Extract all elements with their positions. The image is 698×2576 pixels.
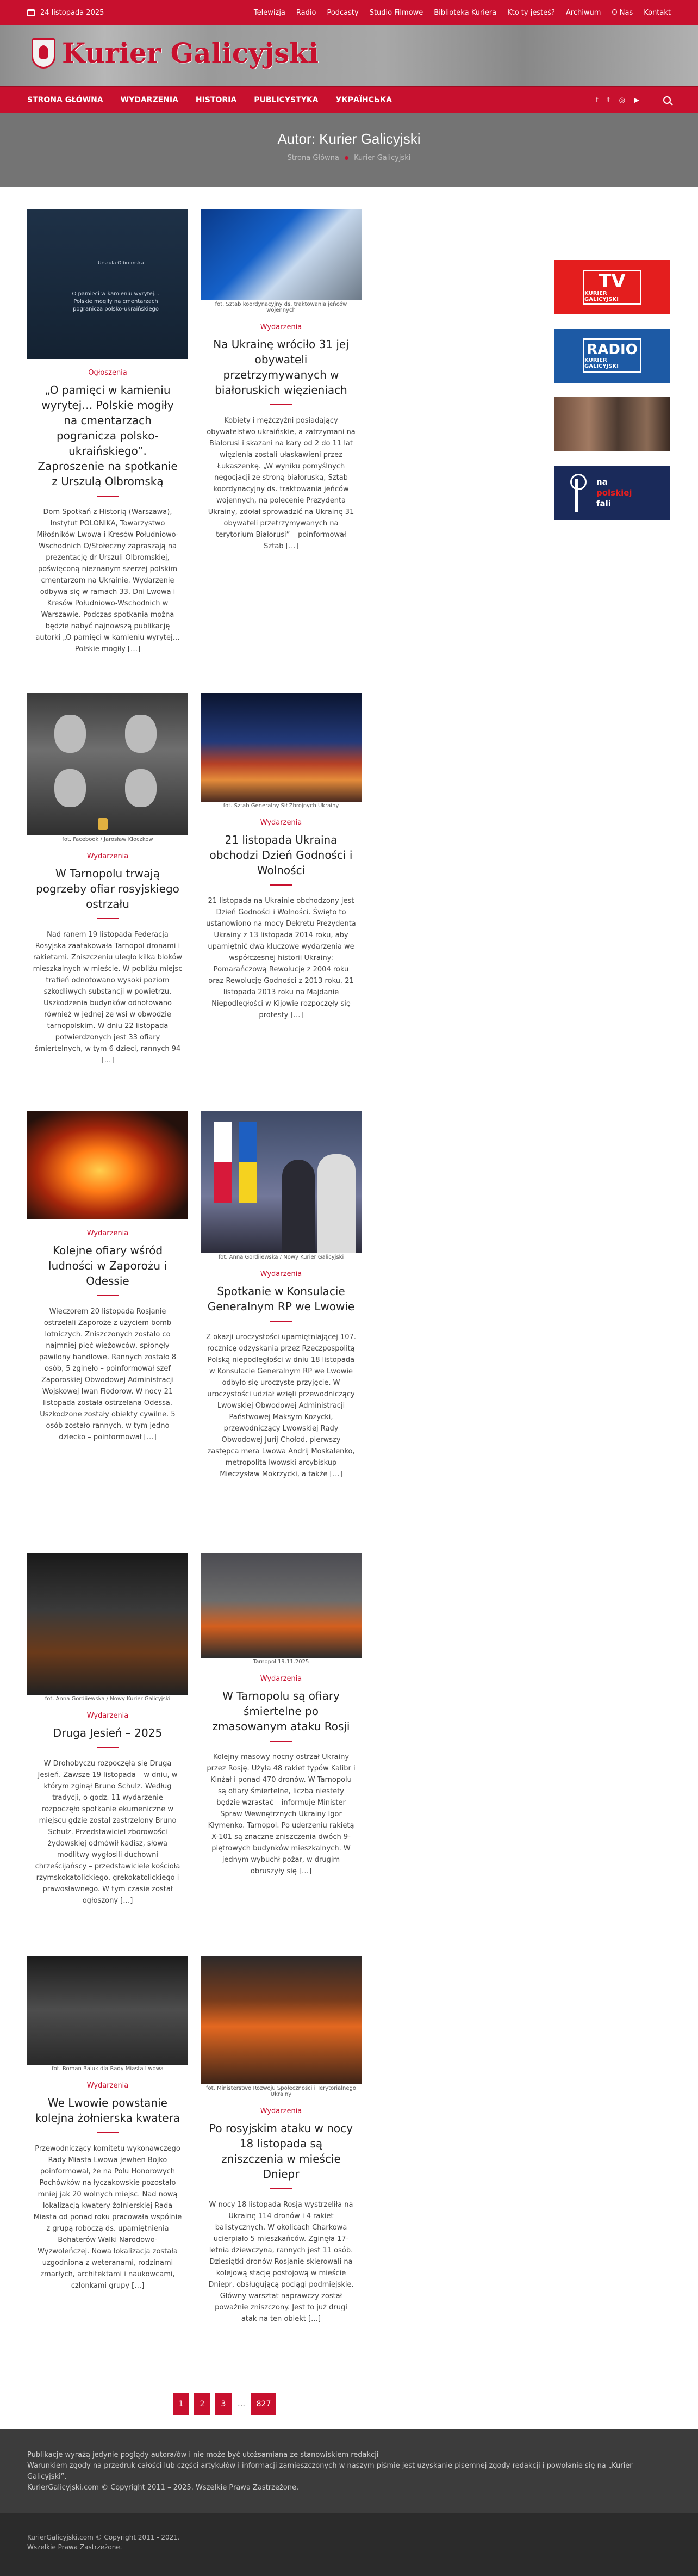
post-excerpt: Wieczorem 20 listopada Rosjanie ostrzelali Zaporoże z użyciem bomb lotniczych. Zniszczonych zostało co najmniej pięć wieżowców, spłonęły pawilony handlowe. Rannych zostało 8 osób, 5 zginęło – poinformował szef Zaporoskiej Obwodowej Administracji Wojskowej Iwan Fiodorow. W nocy 21 listopada została ostrzelana Odessa. Uszkodzone zostały obiekty cywilne. 5 osób zostało rannych, w tym jedno dziecko – poinformował […] bbox=[39, 1308, 177, 1441]
post-category[interactable]: Wydarzenia bbox=[86, 852, 129, 860]
post-category[interactable]: Ogłoszenia bbox=[88, 369, 127, 377]
photo-caption: fot. Sztab Generalny Sił Zbrojnych Ukrainy bbox=[223, 803, 339, 809]
post-category[interactable]: Wydarzenia bbox=[260, 819, 302, 827]
post-card bbox=[201, 1553, 362, 1956]
breadcrumb-current: Kurier Galicyjski bbox=[354, 154, 411, 162]
post-category[interactable]: Wydarzenia bbox=[86, 2082, 129, 2090]
post-category[interactable]: Wydarzenia bbox=[260, 2107, 302, 2115]
post-card bbox=[27, 1956, 188, 2348]
top-link-kontakt[interactable]: Kontakt bbox=[644, 8, 671, 17]
post-category[interactable]: Wydarzenia bbox=[260, 1270, 302, 1278]
breadcrumb bbox=[0, 154, 698, 162]
page-2-button[interactable]: 2 bbox=[194, 2393, 210, 2415]
pagination bbox=[173, 2393, 276, 2415]
top-link-radio[interactable]: Radio bbox=[296, 8, 316, 17]
post-title[interactable]: Spotkanie w Konsulacie Generalnym RP we Lwowie bbox=[207, 1284, 355, 1322]
ukrainian-flag-icon bbox=[239, 1122, 257, 1203]
post-card bbox=[27, 693, 188, 1111]
nav-item-strona-glowna[interactable]: STRONA GŁÓWNA bbox=[27, 96, 103, 104]
post-card bbox=[201, 1956, 362, 2348]
photo-caption: fot. Facebook / Jarosław Kłoczkow bbox=[62, 837, 153, 843]
social-icons bbox=[596, 96, 671, 104]
post-card bbox=[27, 1553, 188, 1956]
fala-line-1: na bbox=[596, 477, 608, 487]
post-title[interactable]: Kolejne ofiary wśród ludności w Zaporożu i Odessie bbox=[34, 1243, 182, 1296]
book-author: Urszula Olbromska bbox=[98, 261, 144, 266]
photo-face bbox=[54, 769, 86, 807]
post-excerpt: W Drohobyczu rozpoczęła się Druga Jesień. Zawsze 19 listopada – w dniu, w którym zginął Bruno Schulz. Według tradycji, o godz. 11 wydarzenie rozpoczęło spotkanie ekumeniczne w miejscu gdzie został zastrzelony Bruno Schulz. Przedstawiciel zborowości żydowskiej odmówił kadisz, słowa modlitwy wygłosili duchowni chrześcijańscy – przedstawiciele kościoła rzymskokatolickiego, grekokatolickiego i prawosławnego. W tym czasie został ogłoszony […] bbox=[35, 1760, 180, 1905]
post-title[interactable]: We Lwowie powstanie kolejna żołnierska kwatera bbox=[34, 2095, 182, 2133]
polish-flag-icon bbox=[214, 1122, 232, 1203]
candle-icon bbox=[98, 818, 108, 830]
na-polskiej-fali-banner[interactable] bbox=[554, 466, 670, 520]
post-thumbnail[interactable] bbox=[27, 693, 188, 835]
nav-item-publicystyka[interactable]: PUBLICYSTYKA bbox=[254, 96, 319, 104]
nav-item-wydarzenia[interactable]: WYDARZENIA bbox=[120, 96, 178, 104]
tv-logo-small: KURIER GALICYJSKI bbox=[584, 290, 619, 302]
post-excerpt: W nocy 18 listopada Rosja wystrzeliła na Ukrainę 114 dronów i 4 rakiet balistycznych. W okolicach Charkowa ucierpiało 5 mieszkańców. Zginęła 17-letnia dziewczyna, rannych jest 11 osób. Dziesiątki dronów Rosjanie skierowali na kolejową stację postojową w mieście Dniepr, obsługującą pociągi podmiejskie. Główny warsztat naprawczy został poważnie zniszczony. Jest to już drugi atak na ten obiekt […] bbox=[208, 2201, 354, 2323]
photo-caption: fot. Ministerstwo Rozwoju Społeczności i Terytorialnego Ukrainy bbox=[206, 2085, 356, 2097]
top-link-podcasty[interactable]: Podcasty bbox=[327, 8, 359, 17]
fala-line-2: polskiej bbox=[596, 488, 632, 498]
post-excerpt: Kolejny masowy nocny ostrzał Ukrainy przez Rosję. Użyła 48 rakiet typów Kalibr i Kinżał i ponad 470 dronów. W Tarnopolu są ofiary śmiertelne, liczba niestety będzie wzrastać – informuje Minister Spraw Wewnętrznych Ukrainy Igor Kłymenko. Tarnopol. Po uderzeniu rakietą X-101 są znaczne zniszczenia dwóch 9-piętrowych budynków mieszkalnych. W jednym wybuchł pożar, w drugim obruszyły się […] bbox=[207, 1753, 356, 1875]
tv-kurier-banner[interactable] bbox=[554, 260, 670, 314]
photo-face bbox=[125, 769, 157, 807]
na-polskiej-fali-logo bbox=[596, 476, 632, 509]
post-excerpt: 21 listopada na Ukrainie obchodzony jest Dzień Godności i Wolności. Święto to ustanowiono na mocy Dekretu Prezydenta Ukrainy z 13 listopada 2014 roku, aby upamiętnić dwa kluczowe wydarzenia we współczesnej historii Ukrainy: Pomarańczową Rewolucję z 2004 roku oraz Rewolucję Godności z 2013 roku. 21 listopada 2013 roku na Majdanie Niepodległości w Kijowie rozpoczęły się protesty […] bbox=[206, 897, 356, 1019]
post-thumbnail[interactable] bbox=[27, 209, 188, 359]
breadcrumb-separator-icon bbox=[345, 156, 348, 160]
radio-logo bbox=[583, 338, 641, 373]
sidebar bbox=[554, 260, 670, 534]
post-card bbox=[27, 209, 188, 693]
top-link-o-nas[interactable]: O Nas bbox=[612, 8, 633, 17]
post-category[interactable]: Wydarzenia bbox=[86, 1712, 129, 1720]
site-banner bbox=[0, 25, 698, 86]
twitter-icon[interactable]: 𝕥 bbox=[607, 96, 610, 104]
photo-face bbox=[54, 715, 86, 753]
post-card bbox=[27, 1111, 188, 1553]
page-3-button[interactable]: 3 bbox=[215, 2393, 232, 2415]
post-thumbnail[interactable] bbox=[201, 693, 362, 802]
calendar-icon bbox=[27, 9, 35, 16]
photo-caption: Tarnopol 19.11.2025 bbox=[253, 1659, 309, 1665]
photo-caption: fot. Anna Gordiiewska / Nowy Kurier Galicyjski bbox=[45, 1696, 171, 1702]
footer-reprint-notice: Warunkiem zgody na przedruk całości lub części artykułów i informacji zamieszczonych w naszym piśmie jest uzyskanie pisemnej zgody redakcji i powołanie się na „Kurier Galicyjski”. bbox=[27, 2462, 633, 2481]
footer-bottom bbox=[0, 2513, 698, 2576]
photo-caption: fot. Roman Baluk dla Rady Miasta Lwowa bbox=[52, 2066, 164, 2072]
radio-kurier-banner[interactable] bbox=[554, 329, 670, 383]
post-excerpt: Kobiety i mężczyźni posiadający obywatelstwo ukraińskie, a zatrzymani na Białorusi i skazani na kary od 2 do 11 lat więzienia zostali ułaskawieni przez Łukaszenkę. „W wyniku pomyślnych negocjacji ze stroną białoruską, Sztab koordynacyjny ds. traktowania jeńców wojennych, na polecenie Prezydenta Ukrainy, zdołał sprowadzić na Ukrainę 31 obywateli przetrzymywanych na terytorium Białorusi” – poinformował Sztab […] bbox=[207, 417, 356, 550]
current-date: 24 listopada 2025 bbox=[40, 8, 104, 17]
post-thumbnail[interactable] bbox=[201, 1111, 362, 1253]
tv-logo-big: TV bbox=[599, 270, 626, 292]
footer-bottom-rights: Wszelkie Prawa Zastrzeżone. bbox=[27, 2543, 122, 2551]
page-title: Autor: Kurier Galicyjski bbox=[277, 131, 421, 147]
nav-item-ukrainska[interactable]: УКРАЇНСЬКА bbox=[335, 96, 392, 104]
post-title[interactable]: Druga Jesień – 2025 bbox=[34, 1725, 182, 1748]
top-link-studio-filmowe[interactable]: Studio Filmowe bbox=[369, 8, 423, 17]
footer-notice bbox=[0, 2429, 698, 2513]
post-title[interactable]: „O pamięci w kamieniu wyrytej… Polskie mogiły na cmentarzach pogranicza polsko-ukraińskiego”. Zaproszenie na spotkanie z Urszulą Olbromską bbox=[34, 382, 182, 497]
post-title[interactable]: 21 listopada Ukraina obchodzi Dzień Godności i Wolności bbox=[207, 832, 355, 886]
radio-tower-icon bbox=[565, 474, 589, 512]
photo-person bbox=[282, 1160, 315, 1253]
crest-icon bbox=[32, 38, 55, 69]
post-category[interactable]: Wydarzenia bbox=[86, 1229, 129, 1237]
breadcrumb-home[interactable]: Strona Główna bbox=[287, 154, 339, 162]
main-navigation bbox=[0, 86, 698, 113]
post-category[interactable]: Wydarzenia bbox=[260, 323, 302, 331]
top-link-archiwum[interactable]: Archiwum bbox=[565, 8, 601, 17]
photo-promo-banner[interactable] bbox=[554, 397, 670, 451]
post-title[interactable]: Po rosyjskim ataku w nocy 18 listopada są zniszczenia w mieście Dniepr bbox=[207, 2121, 355, 2189]
post-title[interactable]: W Tarnopolu są ofiary śmiertelne po zmasowanym ataku Rosji bbox=[207, 1688, 355, 1742]
photo-caption: fot. Anna Gordiiewska / Nowy Kurier Galicyjski bbox=[218, 1254, 344, 1260]
page-title-band bbox=[0, 113, 698, 187]
post-card bbox=[201, 209, 362, 693]
logo-text: Kurier Galicyjski bbox=[62, 37, 319, 69]
top-link-kto-ty-jestes[interactable]: Kto ty jesteś? bbox=[507, 8, 555, 17]
post-title[interactable]: Na Ukrainę wróciło 31 jej obywateli przetrzymywanych w białoruskich więzieniach bbox=[207, 337, 355, 405]
page-1-button[interactable]: 1 bbox=[173, 2393, 189, 2415]
posts-grid bbox=[27, 209, 370, 2348]
post-thumbnail[interactable] bbox=[27, 1111, 188, 1219]
photo-caption: fot. Sztab koordynacyjny ds. traktowania jeńców wojennych bbox=[215, 301, 347, 313]
last-page-button[interactable]: 827 bbox=[251, 2393, 276, 2415]
footer-bottom-copyright: KurierGalicyjski.com © Copyright 2011 - 2021. bbox=[27, 2534, 180, 2541]
post-card bbox=[201, 693, 362, 1111]
top-link-telewizja[interactable]: Telewizja bbox=[253, 8, 285, 17]
post-excerpt: Z okazji uroczystości upamiętniającej 107. rocznicę odzyskania przez Rzeczpospolitą Polską niepodległości w dniu 18 listopada w Konsulacie Generalnym RP we Lwowie odbyło się uroczyste przyjęcie. W uroczystości udział wzięli przewodniczący Lwowskiej Obwodowej Administracji Państwowej Maksym Kozycki, przewodniczący Lwowskiej Rady Obwodowej Jurij Chołod, pierwszy zastępca mera Lwowa Andrij Moskalenko, metropolita lwowski arcybiskup Mieczysław Mokrzycki, a także […] bbox=[206, 1333, 356, 1478]
post-category[interactable]: Wydarzenia bbox=[260, 1675, 302, 1683]
post-thumbnail[interactable] bbox=[27, 1553, 188, 1695]
post-thumbnail[interactable] bbox=[27, 1956, 188, 2065]
post-thumbnail[interactable] bbox=[201, 1553, 362, 1658]
post-title[interactable]: W Tarnopolu trwają pogrzeby ofiar rosyjskiego ostrzału bbox=[34, 866, 182, 919]
post-card bbox=[201, 1111, 362, 1553]
youtube-icon[interactable]: ▶ bbox=[634, 96, 639, 104]
instagram-icon[interactable]: ◎ bbox=[619, 96, 625, 104]
post-excerpt: Dom Spotkań z Historią (Warszawa), Instytut POLONIKA, Towarzystwo Miłośników Lwowa i Kresów Południowo-Wschodnich O/Stołeczny zapraszają na prezentację dr Urszuli Olbromskiej, poświęconą nieznanym szerzej polskim cmentarzom na Ukrainie. Wydarzenie odbywa się w ramach 33. Dni Lwowa i Kresów Południowo-Wschodnich w Warszawie. Podczas spotkania można będzie nabyć najnowszą publikację autorki „O pamięci w kamieniu wyrytej… Polskie mogiły […] bbox=[35, 508, 180, 653]
date-display bbox=[27, 9, 104, 17]
site-logo[interactable] bbox=[32, 37, 319, 69]
main-menu bbox=[27, 96, 392, 104]
fala-line-3: fali bbox=[596, 499, 611, 509]
post-excerpt: Przewodniczący komitetu wykonawczego Rady Miasta Lwowa Jewhen Bojko poinformował, że na Polu Honorowych Pochówków na łyczakowskie pozostało mniej jak 20 wolnych miejsc. Nad nową lokalizacją kwatery żołnierskiej Rada Miasta od ponad roku pracowała wspólnie z grupą roboczą ds. upamiętnienia Bohaterów Walki Narodowo-Wyzwoleńczej. Nowa lokalizacja została uzgodniona z weteranami, rodzinami zmarłych, architektami i naukowcami, członkami grupy […] bbox=[33, 2145, 182, 2290]
tv-logo bbox=[583, 270, 641, 305]
book-title: O pamięci w kamieniu wyrytej… Polskie mogiły na cmentarzach pogranicza polsko-ukraińskiego bbox=[72, 291, 160, 312]
footer-disclaimer: Publikacje wyrażą jedynie poglądy autora/ów i nie może być utożsamiana ze stanowiskiem redakcji bbox=[27, 2451, 379, 2459]
top-links bbox=[254, 9, 671, 17]
nav-item-historia[interactable]: HISTORIA bbox=[195, 96, 237, 104]
radio-logo-small: KURIER GALICYJSKI bbox=[584, 357, 619, 369]
photo-face bbox=[125, 715, 157, 753]
search-icon[interactable] bbox=[663, 96, 671, 104]
post-thumbnail[interactable] bbox=[201, 209, 362, 300]
facebook-icon[interactable]: f bbox=[596, 96, 599, 104]
radio-logo-big: RADIO bbox=[587, 342, 638, 358]
post-excerpt: Nad ranem 19 listopada Federacja Rosyjska zaatakowała Tarnopol dronami i rakietami. Zniszczeniu uległo kilka bloków mieszkalnych w mieście. W pobliżu miejsc trafień odnotowano wysoki poziom szkodliwych substancji w powietrzu. Uszkodzenia budynków odnotowano również w jednej ze wsi w obwodzie tarnopolskim. W dniu 22 listopada potwierdzonych jest 33 ofiary śmiertelnych, w tym 6 dzieci, rannych 94 […] bbox=[33, 931, 183, 1064]
top-bar bbox=[0, 0, 698, 25]
top-link-biblioteka[interactable]: Biblioteka Kuriera bbox=[434, 8, 497, 17]
pagination-ellipsis: … bbox=[238, 2400, 245, 2408]
post-thumbnail[interactable] bbox=[201, 1956, 362, 2084]
photo-person bbox=[317, 1154, 356, 1253]
footer-copyright: KurierGalicyjski.com © Copyright 2011 – 2025. Wszelkie Prawa Zastrzeżone. bbox=[27, 2484, 299, 2492]
